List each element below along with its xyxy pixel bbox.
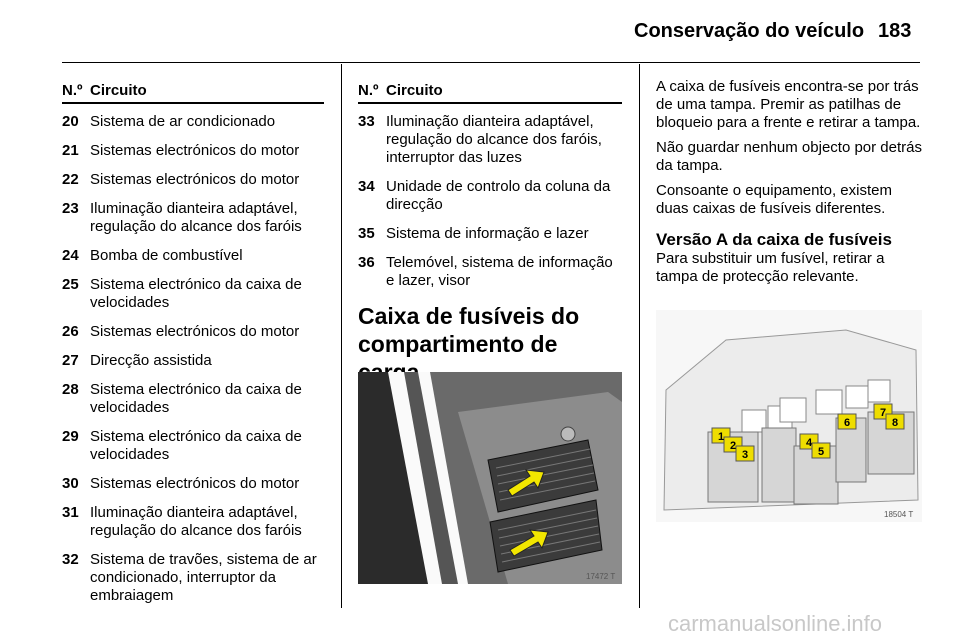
table-row	[62, 381, 324, 417]
circuit-name: Iluminação dianteira adaptável, regulação do alcance dos faróis	[90, 504, 302, 539]
paragraph: Para substituir um fusível, retirar a tampa de protecção relevante.	[656, 250, 885, 285]
table-row	[62, 323, 324, 341]
fuse-number: 29	[62, 428, 79, 445]
watermark: carmanualsonline.info	[668, 611, 883, 636]
fuse-number: 24	[62, 247, 79, 264]
circuit-name: Iluminação dianteira adaptável, regulação do alcance dos faróis	[90, 200, 302, 235]
header-rule	[62, 62, 920, 63]
header-num: N.º	[62, 81, 83, 99]
page-number: 183	[878, 20, 912, 42]
circuit-name: Unidade de controlo da coluna da direcção	[386, 178, 611, 213]
fuse-number: 22	[62, 171, 79, 188]
fuse-number: 20	[62, 113, 79, 130]
circuit-name: Sistema electrónico da caixa de velocidades	[90, 381, 302, 416]
fuse-table-middle	[358, 80, 622, 386]
subheading: Versão A da caixa de fusíveis	[656, 230, 892, 249]
text-column-right	[656, 78, 922, 293]
paragraph: A caixa de fusíveis encontra-se por trás de uma tampa. Premir as patilhas de bloqueio para a frente e retirar a tampa.	[656, 78, 921, 131]
page-title: Conservação do veículo	[634, 20, 865, 42]
fuse-number: 25	[62, 276, 79, 293]
fusebox-version-a-figure	[656, 310, 922, 522]
fuse-number: 35	[358, 225, 375, 242]
circuit-name: Sistemas electrónicos do motor	[90, 323, 300, 340]
fuse-number: 30	[62, 475, 79, 492]
table-row	[358, 254, 622, 290]
svg-text:1: 1	[718, 431, 725, 443]
table-row	[358, 225, 622, 243]
paragraph: Não guardar nenhum objecto por detrás da tampa.	[656, 139, 923, 174]
table-row	[62, 113, 324, 131]
circuit-name: Sistema de travões, sistema de ar condicionado, interruptor da embraiagem	[90, 551, 317, 604]
circuit-name: Telemóvel, sistema de informação e lazer, visor	[386, 254, 613, 289]
circuit-name: Sistema electrónico da caixa de velocidades	[90, 428, 302, 463]
circuit-name: Sistema electrónico da caixa de velocidades	[90, 276, 302, 311]
fuse-number: 36	[358, 254, 375, 271]
fuse-number: 27	[62, 352, 79, 369]
section-heading: Caixa de fusíveis do compartimento de	[358, 303, 580, 357]
paragraph: Consoante o equipamento, existem duas caixas de fusíveis diferentes.	[656, 182, 892, 217]
figure-code: 18504 T	[884, 510, 914, 519]
circuit-name: Iluminação dianteira adaptável, regulação do alcance dos faróis, interruptor das luzes	[386, 113, 602, 166]
fuse-number: 28	[62, 381, 79, 398]
table-row	[62, 142, 324, 160]
fuse-table-left	[62, 80, 324, 616]
table-row	[62, 475, 324, 493]
header-circuit: Circuito	[386, 81, 443, 99]
column-divider	[341, 64, 342, 608]
table-header-rule	[62, 102, 324, 104]
figure-code: 17472 T	[586, 572, 616, 581]
fuse-number: 31	[62, 504, 79, 521]
fuse-number: 32	[62, 551, 79, 568]
table-header	[62, 80, 324, 100]
column-divider	[639, 64, 640, 608]
table-header-rule	[358, 102, 622, 104]
header-num: N.º	[358, 81, 379, 99]
fusebox-illustration	[656, 310, 922, 522]
svg-text:3: 3	[742, 449, 749, 461]
table-row	[62, 171, 324, 189]
circuit-name: Sistemas electrónicos do motor	[90, 142, 300, 159]
cargo-fusebox-figure	[358, 372, 622, 584]
circuit-name: Sistema de ar condicionado	[90, 113, 276, 130]
fuse-number: 34	[358, 178, 375, 195]
circuit-name: Bomba de combustível	[90, 247, 243, 264]
table-row	[358, 113, 622, 167]
table-row	[62, 247, 324, 265]
circuit-name: Sistemas electrónicos do motor	[90, 171, 300, 188]
svg-text:4: 4	[806, 437, 813, 449]
table-row	[62, 504, 324, 540]
header-circuit: Circuito	[90, 81, 147, 99]
circuit-name: Sistemas electrónicos do motor	[90, 475, 300, 492]
table-row	[62, 352, 324, 370]
cargo-compartment-illustration	[358, 372, 622, 584]
table-row	[62, 428, 324, 464]
svg-text:8: 8	[892, 417, 899, 429]
table-row	[62, 276, 324, 312]
circuit-name: Direcção assistida	[90, 352, 212, 369]
table-row	[62, 200, 324, 236]
fuse-number: 21	[62, 142, 79, 159]
svg-text:5: 5	[818, 446, 825, 458]
fuse-number: 26	[62, 323, 79, 340]
svg-text:2: 2	[730, 440, 737, 452]
table-row	[358, 178, 622, 214]
svg-text:6: 6	[844, 417, 851, 429]
circuit-name: Sistema de informação e lazer	[386, 225, 589, 242]
table-row	[62, 551, 324, 605]
table-header	[358, 80, 622, 100]
fuse-number: 33	[358, 113, 375, 130]
fuse-number: 23	[62, 200, 79, 217]
svg-text:7: 7	[880, 407, 887, 419]
